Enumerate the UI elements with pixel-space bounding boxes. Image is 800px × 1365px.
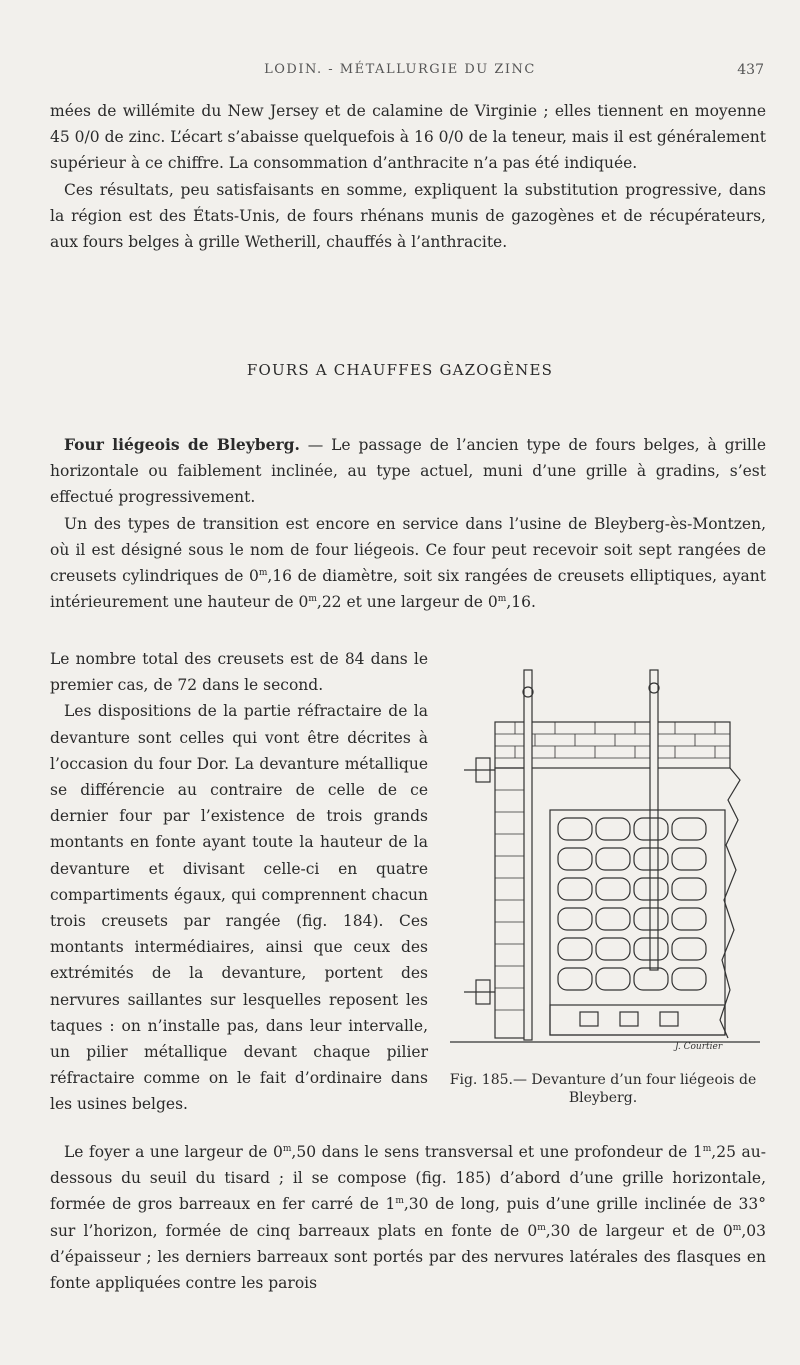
paragraph-1: mées de willémite du New Jersey et de calamine de Virginie ; elles tiennent en moyenne 45 0/0 de zinc. L’écart s’abaisse quelquefois à 16 0/0 de la teneur, mais il est généralement supérieur à ce chiffre. La consommation d’anthracite n’a pas été indiquée. <box>50 102 766 173</box>
paragraph-4: Un des types de transition est encore en service dans l’usine de Bleyberg-ès-Montzen, où il est désigné sous le nom de four liégeois. Ce four peut recevoir soit sept rangées de creusets cylindriques de 0$^m$,16 de diamètre, soit six rangées de creusets elliptiques, ayant intérieurement une hauteur de 0$^m$,22 et une largeur de 0$^m$,16. <box>50 514 766 612</box>
section-title: FOURS A CHAUFFES GAZOGÈNES <box>246 361 554 379</box>
opening-paragraphs <box>50 98 766 255</box>
paragraph-4-continued: Le nombre total des creusets est de 84 dans le premier cas, de 72 dans le second. <box>50 650 428 695</box>
paragraph-3 <box>50 432 766 511</box>
paragraph-3-text: — Le passage de l’ancien type de fours belges, à grille horizontale ou faiblement inclinée, au type actuel, muni d’une grille à gradins, s’est effectué progressivement. <box>50 436 766 507</box>
figure-185 <box>440 650 770 1060</box>
running-head <box>0 62 800 82</box>
paragraph-5: Les dispositions de la partie réfractaire de la devanture sont celles qui vont être décrites à l’occasion du four Dor. La devanture métallique se différencie au contraire de celle de ce dernier four par l’existence de trois grands montants en fonte ayant toute la hauteur de la devanture et divisant celle-ci en quatre compartiments égaux, qui comprennent chacun trois creusets par rangée (fig. 184). Ces montants intermédiaires, ainsi que ceux des extrémités de la devanture, portent des nervures saillantes sur lesquelles reposent les taques : on n’installe pas, dans leur intervalle, un pilier métallique devant chaque pilier réfractaire comme on le fait d’ordinaire dans les usines belges. <box>50 702 428 1114</box>
paragraph-6: Le foyer a une largeur de 0$^m$,50 dans le sens transversal et une profondeur de 1$^m$,25 au-dessous du seuil du tisard ; il se compose (fig. 185) d’abord d’une grille horizontale, formée de gros barreaux en fer carré de 1$^m$,30 de long, puis d’une grille inclinée de 33° sur l’horizon, formée de cinq barreaux plats en fonte de 0$^m$,30 de largeur et de 0$^m$,03 d’épaisseur ; les derniers barreaux sont portés par des nervures latérales des flasques en fonte appliquées contre les parois <box>50 1143 766 1293</box>
furnace-front-drawing <box>440 650 770 1050</box>
caption-text: — Devanture d’un four liégeois de Bleyberg. <box>512 1072 757 1106</box>
paragraph-2: Ces résultats, peu satisfaisants en somme, expliquent la substitution progressive, dans la région est des États-Unis, de fours rhénans munis de gazogènes et de récupérateurs, aux fours belges à grille Wetherill, chauffés à l’anthracite. <box>50 180 766 252</box>
page-number: 437 <box>737 62 764 78</box>
figure-credit: J. Courtier <box>675 1042 723 1052</box>
running-title: LODIN. - MÉTALLURGIE DU ZINC <box>264 62 536 77</box>
closing-paragraph <box>50 1139 766 1296</box>
intro-paragraphs <box>50 432 766 615</box>
figure-caption <box>436 1071 770 1107</box>
paragraph-3-lead: Four liégeois de Bleyberg. <box>64 435 300 454</box>
caption-label: Fig. 185. <box>449 1072 513 1088</box>
wrapped-paragraphs <box>50 646 428 1118</box>
